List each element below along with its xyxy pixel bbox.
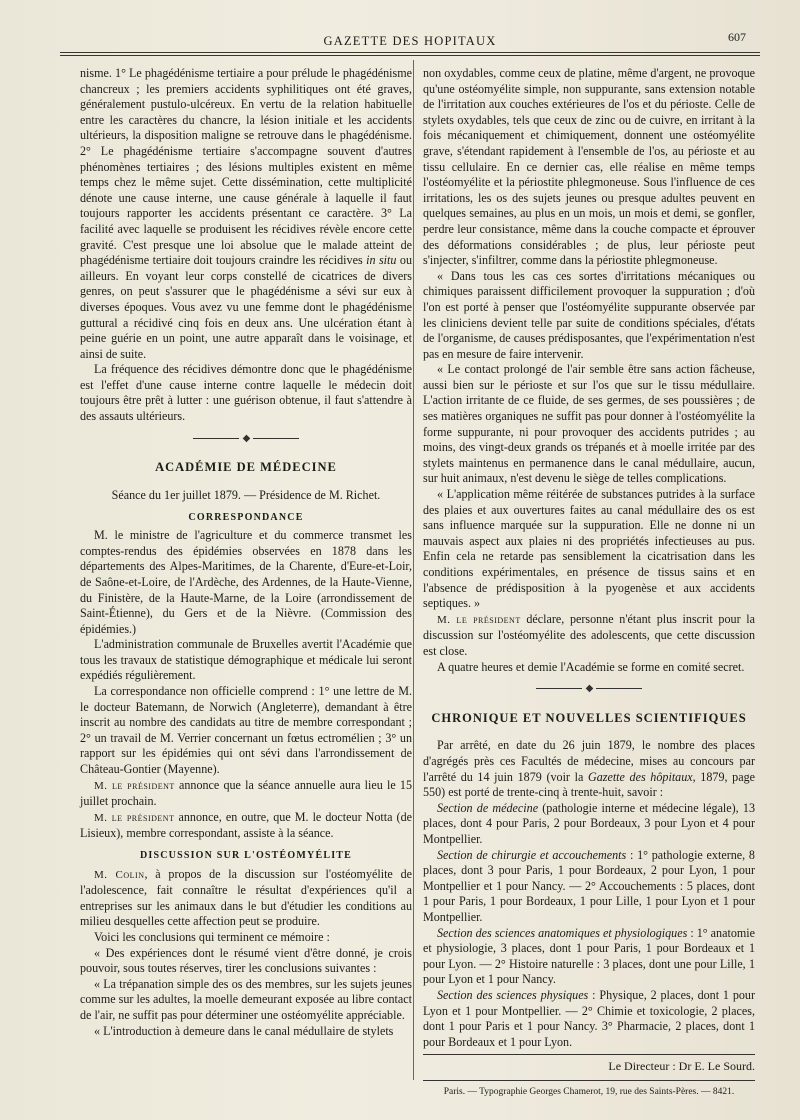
president-declaration: M. le président déclare, personne n'étant plus inscrit pour la discussion sur l'ostéomyélite des adolescents, que cette discussion est close. xyxy=(423,611,756,658)
printer-imprint: Paris. — Typographie Georges Chamerot, 19, rue des Saints-Pères. — 8421. xyxy=(443,1086,735,1097)
discussion-paragraph: « Des expériences dont le résumé vient d'être donné, je crois pouvoir, sous toutes réserves, tirer les conclusions suivantes : xyxy=(80,945,412,976)
section-ornament: ◆ xyxy=(423,681,755,697)
header-rule xyxy=(60,52,760,53)
imprint-rule xyxy=(423,1080,755,1081)
section-ornament: ◆ xyxy=(80,431,412,447)
academie-heading: ACADÉMIE DE MÉDECINE xyxy=(155,460,337,475)
discussion-paragraph: Voici les conclusions qui terminent ce mémoire : xyxy=(94,929,330,944)
discussion-paragraph: M. Colin, à propos de la discussion sur l'ostéomyélite de l'adolescence, fait connaître le résultat d'expériences qu'il a entreprises sur les animaux dans le but d'étudier les conditions au milieu desquelles cette affection peut se produire. xyxy=(80,866,412,929)
header-rule-double xyxy=(60,55,760,56)
discussion-paragraph: « Le contact prolongé de l'air semble être sans action fâcheuse, aussi bien sur le périoste et sur l'os que sur le tissu médullaire. L'action irritante de ce fluide, de ses germes, de ses poussières ; de ses matières organiques ne suffit pas pour donner à l'ostéomyélite la forme suppurante, ni pour provoquer des accidents putrides ; au moins, des vingt-deux grands os trépanés et à moelle irritée par des stylets maintenus en permanence dans le canal médullaire, aucun, sur huit animaux, n'est devenu le siège de telles complications. xyxy=(423,362,755,486)
closing-line: A quatre heures et demie l'Académie se forme en comité secret. xyxy=(437,659,745,674)
discussion-heading: DISCUSSION SUR L'OSTÉOMYÉLITE xyxy=(139,850,353,861)
left-column xyxy=(80,66,412,1039)
discussion-paragraph: non oxydables, comme ceux de platine, même d'argent, ne provoque qu'une ostéomyélite simple, non suppurante, sans extension notable de l'irritation aux couches extérieures de l'os et du périoste. Celle de stylets oxydables, tels que ceux de zinc ou de cuivre, en irritant à la fois mécaniquement et chimiquement, donnent une ostéomyélite grave, s'étendant rapidement à l'ensemble de l'os, au périoste et au tissu cellulaire. En ce dernier cas, elle réalise en même temps l'ostéomyélite et la périostite phlegmoneuse. Sous l'influence de ces irritations, les os des sujets jeunes ou presque adultes peuvent en quelques semaines, au plus en un mois, un mois et demi, se gonfler, perdre leur consistance, même dans la couche compacte et éprouver des déformations considérables ; de plus, leur périoste peut s'injecter, s'infiltrer, comme dans la périostite phlegmoneuse. xyxy=(423,66,755,268)
president-announcement: M. le président annonce, en outre, que M. le docteur Notta (de Lisieux), membre correspondant, assiste à la séance. xyxy=(80,809,412,841)
correspondance-paragraph: M. le ministre de l'agriculture et du commerce transmet les comptes-rendus des épidémies observées en 1878 dans les départements des Alpes-Maritimes, de la Charente, d'Eure-et-Loir, de Saône-et-Loire, de l'Ardèche, des Ardennes, de la Haute-Vienne, du Finistère, de la Haute-Marne, de la Loire (arrondissement de Saint-Étienne), du Gers et de la Nièvre. (Commission des épidémies.) xyxy=(80,528,412,636)
chronique-section: Section de médecine (pathologie interne et médecine légale), 13 places, dont 4 pour Paris, 2 pour Bordeaux, 3 pour Lyon et 4 pour Montpellier. xyxy=(423,800,756,846)
chronique-section: Section de chirurgie et accouchements : 1° pathologie externe, 8 places, dont 3 pour Paris, 1 pour Bordeaux, 2 pour Lyon, 1 pour Montpellier et 1 pour Nancy. — 2° Accouchements : 5 places, dont 1 pour Paris, 1 pour Bordeaux, 1 pour Lille, 1 pour Lyon et 1 pour Montpellier. xyxy=(423,847,755,924)
article-paragraph: La fréquence des récidives démontre donc que le phagédénisme est l'effet d'une cause interne contre laquelle le médecin doit toujours être prêt à lutter : une guérison obtenue, il faut s'attendre à des assauts ultérieurs. xyxy=(80,362,412,424)
chronique-section: Section des sciences physiques : Physique, 2 places, dont 1 pour Lyon et 1 pour Montpellier. — 2° Chimie et toxicologie, 2 places, dont 1 pour Paris et 1 pour Nancy. 3° Pharmacie, 2 places, dont 1 pour Bordeaux et 1 pour Lyon. xyxy=(423,987,755,1049)
chronique-section: Section des sciences anatomiques et physiologiques : 1° anatomie et physiologie, 3 places, dont 1 pour Paris, 1 pour Bordeaux et 1 pour Lyon. — 2° Histoire naturelle : 3 places, dont une pour Lille, 1 pour Lyon et 1 pour Nancy. xyxy=(423,925,755,987)
seance-line: Séance du 1er juillet 1879. — Présidence de M. Richet. xyxy=(111,487,381,502)
president-announcement: M. le président annonce que la séance annuelle aura lieu le 15 juillet prochain. xyxy=(80,777,412,809)
discussion-paragraph: « La trépanation simple des os des membres, sur les sujets jeunes comme sur les adultes, la moelle demeurant exposée au libre contact de l'air, ne suffit pas pour déterminer une ostéomyélite appréciable. xyxy=(80,976,412,1022)
column-divider xyxy=(413,60,414,1080)
chronique-heading: CHRONIQUE ET NOUVELLES SCIENTIFIQUES xyxy=(431,710,747,725)
correspondance-heading: CORRESPONDANCE xyxy=(188,511,304,523)
discussion-paragraph: « L'introduction à demeure dans le canal médullaire de stylets xyxy=(94,1023,394,1038)
right-column xyxy=(423,66,755,1101)
discussion-paragraph: « Dans tous les cas ces sortes d'irritations mécaniques ou chimiques paraissent difficilement provoquer la suppuration ; d'où l'on est porté à penser que l'ostéomyélite suppurante observée par les cliniciens devient telle par suite de conditions spéciales, d'états de l'organisme, de causes prédisposantes, que l'expérimentation n'est pas en mesure de faire intervenir. xyxy=(423,268,755,361)
correspondance-paragraph: La correspondance non officielle comprend : 1° une lettre de M. le docteur Batemann, de Norwich (Angleterre), demandant à être inscrit au nombre des candidats au titre de membre correspondant ; 2° un travail de M. Verrier concernant un fœtus ectromélien ; 3° un rapport sur les épidémies qui ont sévi dans l'arrondissement de Château-Gontier (Mayenne). xyxy=(80,684,412,777)
chronique-paragraph: Par arrêté, en date du 26 juin 1879, le nombre des places d'agrégés près ces Facultés de médecine, mises au concours par l'arrêté du 14 juin 1879 (voir la Gazette des hôpitaux, 1879, page 550) est porté de trente-cinq à trente-huit, savoir : xyxy=(423,738,755,800)
discussion-paragraph: « L'application même réitérée de substances putrides à la surface des plaies et aux ouvertures faites au canal médullaire des os est sans influence marquée sur la suppuration. Elle ne donne ni un mauvais aspect aux plaies ni des propriétés infectieuses au pus. Enfin cela ne retarde pas sensiblement la cicatrisation dans les conditions expérimentales, en présence de tissus sains et en l'absence de prédisposition à la pyogenèse et aux accidents septiques. » xyxy=(423,487,755,611)
page-number: 607 xyxy=(728,30,746,44)
correspondance-paragraph: L'administration communale de Bruxelles avertit l'Académie que tous les travaux de statistique démographique et médicale lui seront expédiés régulièrement. xyxy=(80,637,412,683)
director-signature: Le Directeur : Dr E. Le Sourd. xyxy=(423,1054,755,1075)
journal-title: GAZETTE DES HOPITAUX xyxy=(323,34,497,48)
article-paragraph: nisme. 1° Le phagédénisme tertiaire a pour prélude le phagédénisme chancreux ; les premiers accidents syphilitiques ont été graves, généralement pustulo-ulcéreux. En vertu de la relation habituelle entre les caractères du chancre, la lésion initiale et les accidents ultérieurs, la disposition maligne se retrouve dans le phagédénisme. 2° Le phagédénisme tertiaire s'accompagne souvent d'autres phénomènes tertiaires ; des lésions multiples existent en même temps chez le même sujet. Cette dissémination, cette multiplicité dénote une cause interne, une cause générale à laquelle il faut toujours rapporter les accidents présentant ce caractère. 3° La facilité avec laquelle se produisent les récidives révèle encore cette gravité. C'est presque une loi absolue que le malade atteint de phagédénisme tertiaire doit toujours craindre les récidives in situ ou ailleurs. En voyant leur corps constellé de cicatrices de divers genres, on peut s'assurer que le phagédénisme a sévi sur eux à diverses époques. Vous avez vu une femme dont le phagédénisme guttural a récidivé cinq fois en deux ans. Une ulcération étant à peine guérie en un point, une autre apparaît dans le voisinage, et ainsi de suite. xyxy=(80,66,413,361)
